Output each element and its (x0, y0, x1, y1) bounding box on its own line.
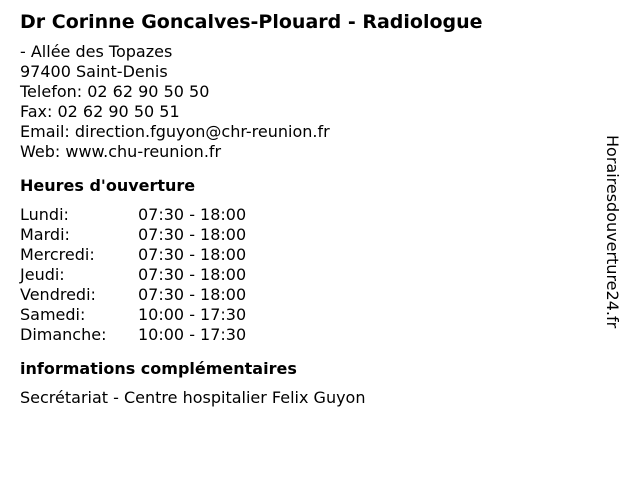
info-text: Secrétariat - Centre hospitalier Felix Guyon (20, 388, 366, 407)
hours-row (20, 305, 600, 325)
hours-row (20, 205, 600, 225)
hours-heading: Heures d'ouverture (20, 176, 196, 195)
page-title: Dr Corinne Goncalves-Plouard - Radiologue (20, 11, 483, 33)
time-range: 07:30 - 18:00 (138, 225, 247, 244)
time-range: 10:00 - 17:30 (138, 305, 247, 324)
business-card (20, 10, 600, 408)
time-range: 10:00 - 17:30 (138, 325, 247, 344)
hours-row (20, 325, 600, 345)
day-label: Mardi: (20, 225, 70, 244)
web-line: Web: www.chu-reunion.fr (20, 142, 222, 161)
hours-row (20, 245, 600, 265)
time-range: 07:30 - 18:00 (138, 205, 247, 224)
day-label: Samedi: (20, 305, 86, 324)
hours-row (20, 225, 600, 245)
day-label: Lundi: (20, 205, 69, 224)
info-heading: informations complémentaires (20, 359, 297, 378)
time-range: 07:30 - 18:00 (138, 245, 247, 264)
side-brand-watermark: Horairesdouverture24.fr (603, 135, 622, 329)
city-address: 97400 Saint-Denis (20, 62, 168, 81)
time-range: 07:30 - 18:00 (138, 285, 247, 304)
email-line: Email: direction.fguyon@chr-reunion.fr (20, 122, 330, 141)
day-label: Dimanche: (20, 325, 107, 344)
fax-line: Fax: 02 62 90 50 51 (20, 102, 180, 121)
time-range: 07:30 - 18:00 (138, 265, 247, 284)
street-address: - Allée des Topazes (20, 42, 173, 61)
day-label: Vendredi: (20, 285, 96, 304)
day-label: Jeudi: (20, 265, 65, 284)
hours-row (20, 265, 600, 285)
phone-line: Telefon: 02 62 90 50 50 (20, 82, 210, 101)
hours-row (20, 285, 600, 305)
day-label: Mercredi: (20, 245, 95, 264)
hours-table (20, 205, 600, 345)
